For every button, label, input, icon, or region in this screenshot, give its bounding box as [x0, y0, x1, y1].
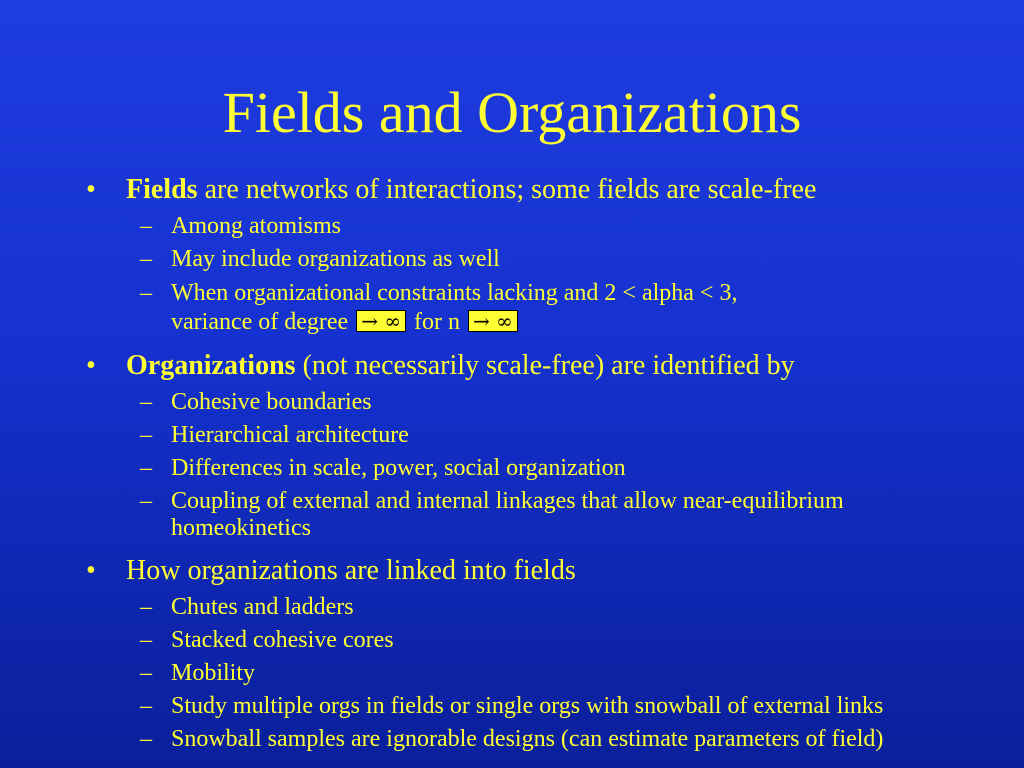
dash-marker: –: [140, 693, 152, 719]
infinity-box: → ∞: [356, 310, 406, 332]
slide-title: Fields and Organizations: [222, 80, 802, 145]
list-item-text: Mobility: [171, 660, 256, 686]
variance-text: variance of degree: [171, 309, 355, 335]
bullet-fields-text: are networks of interactions; some fields are scale-free: [197, 174, 817, 205]
list-item: [0, 627, 1024, 654]
list-item: [0, 213, 1024, 240]
bullet-fields: [0, 173, 1024, 207]
dash-marker: –: [140, 422, 152, 448]
list-item-text: Study multiple orgs in fields or single orgs with snowball of external links: [171, 693, 884, 719]
list-item: [0, 726, 1024, 753]
list-item: [0, 455, 1024, 482]
linked-subitems: [0, 594, 1024, 753]
fields-subitems: [0, 213, 1024, 337]
list-item: [0, 389, 1024, 416]
bullet-organizations-bold: Organizations: [126, 350, 296, 381]
list-item: [0, 246, 1024, 273]
dash-marker: –: [140, 389, 152, 415]
list-item-text: May include organizations as well: [171, 246, 500, 272]
dash-marker: –: [140, 594, 152, 620]
infinity-box: → ∞: [468, 310, 518, 332]
list-item-text: Differences in scale, power, social organization: [171, 455, 626, 481]
list-item-text: Cohesive boundaries: [171, 389, 372, 415]
for-n-text: for n: [408, 309, 466, 335]
bullet-marker: •: [86, 350, 96, 381]
list-item-text: Among atomisms: [171, 213, 342, 239]
dash-marker: –: [140, 726, 152, 752]
bullet-fields-bold: Fields: [126, 174, 198, 205]
dash-marker: –: [140, 246, 152, 272]
bullet-linked-text: How organizations are linked into fields: [126, 555, 576, 586]
list-item: [0, 693, 1024, 720]
dash-marker: –: [140, 488, 152, 514]
bullet-marker: •: [86, 555, 96, 586]
bullet-organizations: [0, 349, 1024, 383]
list-item: [0, 660, 1024, 687]
list-item: [0, 488, 1024, 542]
list-item: [0, 422, 1024, 449]
list-item-text: Hierarchical architecture: [171, 422, 409, 448]
list-item: [0, 279, 1024, 337]
dash-marker: –: [140, 280, 152, 306]
list-item-continuation: homeokinetics: [171, 515, 311, 541]
bullet-organizations-text: (not necessarily scale-free) are identified by: [295, 350, 795, 381]
list-item-text: Chutes and ladders: [171, 594, 354, 620]
bullet-linked: [0, 554, 1024, 588]
list-item-text: Snowball samples are ignorable designs (can estimate parameters of field): [171, 726, 884, 752]
list-item: [0, 594, 1024, 621]
organizations-subitems: [0, 389, 1024, 542]
bullet-marker: •: [86, 174, 96, 205]
dash-marker: –: [140, 660, 152, 686]
slide-body: [0, 165, 1024, 753]
list-item-text: Stacked cohesive cores: [171, 627, 394, 653]
dash-marker: –: [140, 627, 152, 653]
dash-marker: –: [140, 213, 152, 239]
dash-marker: –: [140, 455, 152, 481]
list-item-text: When organizational constraints lacking and 2 < alpha < 3,: [171, 280, 738, 306]
list-item-text: Coupling of external and internal linkages that allow near-equilibrium: [171, 488, 844, 514]
